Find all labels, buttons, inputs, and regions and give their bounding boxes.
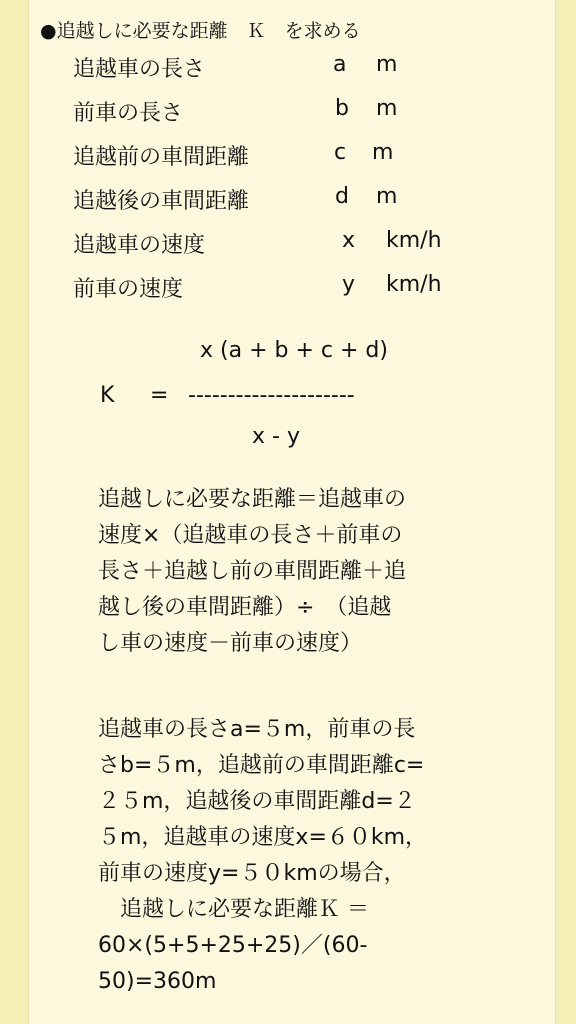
- definition-label: 追越前の車間距離: [73, 145, 250, 170]
- definition-row-c: [0, 140, 576, 180]
- explanation-paragraph: [98, 482, 468, 662]
- explanation-line: 越し後の車間距離）÷ （追越: [98, 595, 392, 620]
- definition-symbol: a: [333, 52, 347, 77]
- definition-label: 追越後の車間距離: [73, 189, 250, 214]
- definition-row-b: [0, 96, 576, 136]
- definition-row-d: [0, 184, 576, 224]
- example-line: 60×(5+5+25+25)／(60-: [98, 933, 368, 958]
- example-line: ２５m，追越後の車間距離d=２: [98, 789, 416, 814]
- definition-label: 追越車の長さ: [73, 57, 206, 82]
- definition-symbol: c: [334, 140, 347, 165]
- definition-label: 前車の速度: [73, 277, 184, 302]
- example-paragraph: [98, 712, 468, 1000]
- definition-symbol: b: [335, 96, 349, 121]
- formula-equals: =: [150, 383, 169, 408]
- definition-row-a: [0, 52, 576, 92]
- example-line: ５m，追越車の速度x=６０km，: [98, 825, 428, 850]
- definition-unit: km/h: [386, 228, 442, 253]
- definition-symbol: x: [342, 228, 356, 253]
- explanation-line: し車の速度－前車の速度）: [98, 631, 363, 656]
- definition-symbol: d: [335, 184, 349, 209]
- definition-unit: km/h: [386, 272, 442, 297]
- example-line: 追越車の長さa=５m，前車の長: [98, 717, 416, 742]
- example-line: さb=５m，追越前の車間距離c=: [98, 753, 425, 778]
- definition-row-x: [0, 228, 576, 268]
- explanation-line: 追越しに必要な距離＝追越車の: [98, 487, 407, 512]
- definition-row-y: [0, 272, 576, 312]
- explanation-line: 長さ＋追越し前の車間距離＋追: [98, 559, 407, 584]
- definition-label: 追越車の速度: [73, 233, 206, 258]
- formula-denominator: x - y: [252, 424, 300, 449]
- definition-symbol: y: [342, 272, 356, 297]
- distance-formula: [0, 338, 576, 458]
- example-line: 追越しに必要な距離Ｋ ＝: [98, 897, 369, 922]
- definition-unit: m: [372, 140, 394, 165]
- formula-numerator: x (a + b + c + d): [200, 338, 388, 363]
- example-line: 50)=360m: [98, 969, 217, 994]
- explanation-line: 速度×（追越車の長さ＋前車の: [98, 523, 403, 548]
- formula-lhs: K: [100, 383, 115, 408]
- formula-fraction-line: ---------------------: [188, 383, 355, 408]
- page-title: ●追越しに必要な距離 Ｋ を求める: [40, 20, 361, 42]
- example-line: 前車の速度y=５０kmの場合，: [98, 861, 406, 886]
- definition-unit: m: [376, 96, 398, 121]
- definition-label: 前車の長さ: [73, 101, 184, 126]
- definition-unit: m: [376, 52, 398, 77]
- definition-unit: m: [376, 184, 398, 209]
